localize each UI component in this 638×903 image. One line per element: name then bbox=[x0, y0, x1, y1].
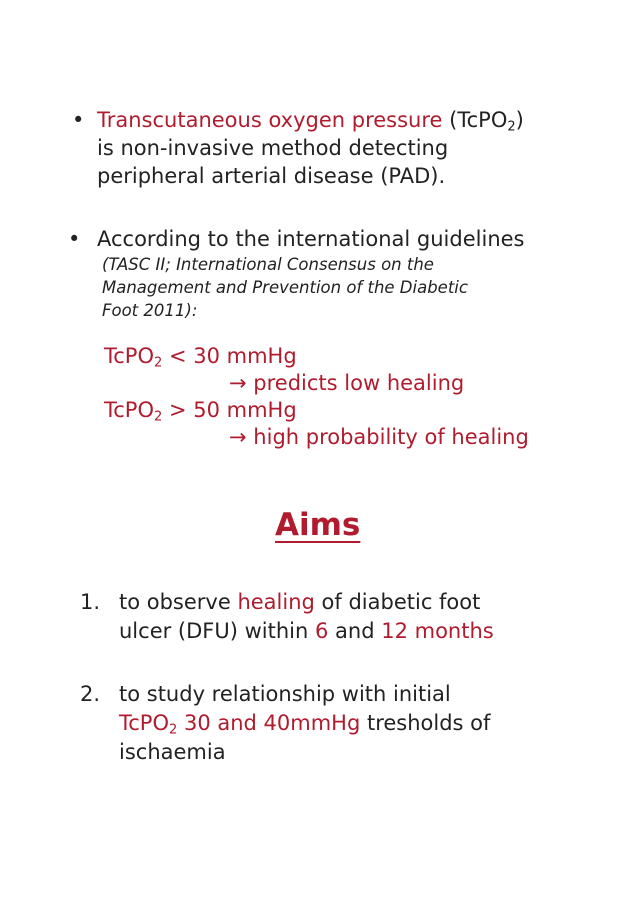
bullet-2-marker: • bbox=[68, 227, 81, 251]
reference-line-3: Foot 2011): bbox=[102, 301, 198, 320]
aim-1-line-1: to observe healing of diabetic foot bbox=[119, 590, 481, 614]
aim-1-number: 1. bbox=[80, 590, 101, 614]
aim-2-line-1: to study relationship with initial bbox=[119, 682, 451, 706]
aim-2-line-2: TcPO$_2$ 30 and 40mmHg tresholds of bbox=[119, 711, 491, 738]
aim-1-line-2: ulcer (DFU) within 6 and 12 months bbox=[119, 619, 494, 643]
bullet-1-term: Transcutaneous oxygen pressure bbox=[97, 108, 443, 132]
threshold-1-outcome: → predicts low healing bbox=[229, 371, 465, 395]
bullet-1-line-3: peripheral arterial disease (PAD). bbox=[97, 164, 446, 188]
bullet-1-marker: • bbox=[72, 108, 85, 132]
threshold-2-condition: TcPO$_2$ > 50 mmHg bbox=[104, 398, 297, 425]
reference-line-2: Management and Prevention of the Diabetic bbox=[102, 278, 468, 297]
arrow-right-icon: → bbox=[229, 425, 247, 449]
aim-2-number: 2. bbox=[80, 682, 101, 706]
bullet-1-abbr: (TcPO$_2$) bbox=[449, 108, 524, 135]
bullet-1-line-2: is non-invasive method detecting bbox=[97, 136, 449, 160]
threshold-1-condition: TcPO$_2$ < 30 mmHg bbox=[104, 344, 297, 371]
aim-2-line-3: ischaemia bbox=[119, 740, 226, 764]
reference-line-1: (TASC II; International Consensus on the bbox=[102, 255, 434, 274]
bullet-1-line-1 bbox=[97, 106, 524, 134]
arrow-right-icon: → bbox=[229, 371, 247, 395]
bullet-2-line-1: According to the international guidelines bbox=[97, 227, 525, 251]
aims-heading: Aims bbox=[275, 507, 361, 543]
threshold-2-outcome: → high probability of healing bbox=[229, 425, 529, 449]
